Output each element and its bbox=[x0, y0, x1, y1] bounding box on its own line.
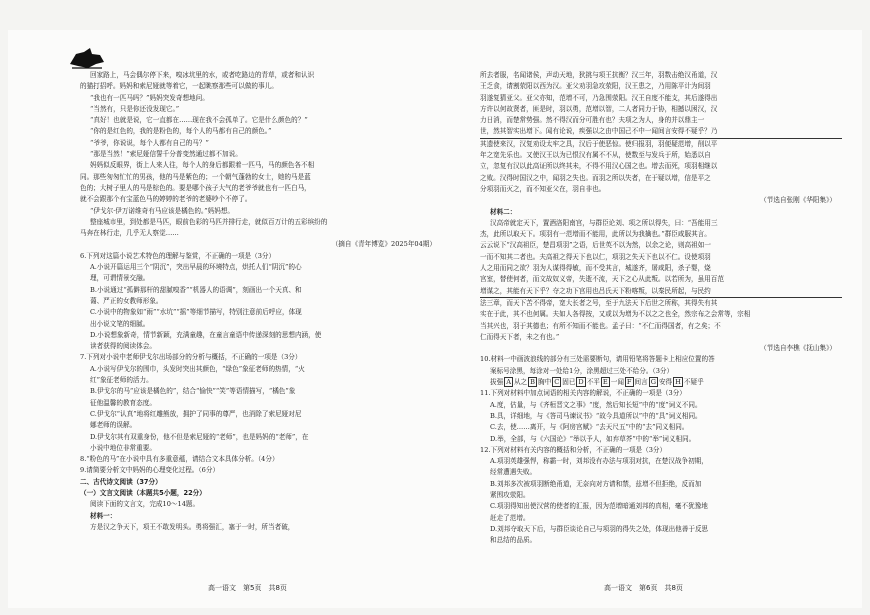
right-text-line: 云云说下“汉高祖臣，楚昌项羽”之语，后世英不以为然，以余之论，则高祖如一 bbox=[480, 241, 711, 250]
right-text-line: 王乏食，请割荥阳以西为汉。亚父劝羽急攻荥阳，汉王患之，乃用陈平计为间羽 bbox=[480, 82, 711, 91]
answer-box-c[interactable]: C bbox=[554, 378, 560, 387]
left-text-line: “你的是红色的，我的是粉色的，每个人的马都有自己的颜色。” bbox=[90, 127, 272, 136]
left-text-line: 回家路上，马会偶尔停下来，嗅冰坑里的水，或者吃路边的青草，或者和认识 bbox=[90, 71, 315, 79]
left-text-line: 材料一： bbox=[90, 511, 117, 520]
answer-box-d[interactable]: D bbox=[578, 378, 584, 387]
right-text-line: B.刘邦多次被项羽断绝甬道，无奈向对方请和禁，兹增不但拒绝，反而加 bbox=[490, 479, 702, 488]
publisher-logo-icon bbox=[66, 46, 108, 72]
right-text-line: 羽遂复猜亚父。亚父亦知，范增不可，乃急围荥阳。汉王自度不能支，其后遂得出 bbox=[480, 93, 718, 102]
left-text-line: 二、古代诗文阅读（37分） bbox=[80, 477, 162, 486]
right-text-line: 之败。汉得时国汉之中，闻羽之失也。而羽之所以失者，在于疑以增，信是平之 bbox=[480, 173, 711, 182]
right-text-line: C.项羽得知出使汉营的使者的汇报，因为范增暗通刘邦的真相，毫不犹豫地 bbox=[490, 502, 708, 511]
right-text-line: 方许以何故贤者，匪是时，羽以勇，范增以智，二人者同力于协，相撼以困汉，汉 bbox=[480, 104, 718, 113]
left-text-line: 整座城市里，到处都是马匹，眼前色彩的马匹并排行走，就似百万计的五彩缤纷的 bbox=[90, 217, 328, 226]
right-text-line: D.举，全部，与《六国论》“举以予人，如弃草芥”中的“举”词义相同。 bbox=[490, 434, 696, 443]
right-text-line: 杰，此所以取天下。项羽有一范增而不能用，此所以为我擒也。”群臣咸服其言。 bbox=[480, 230, 711, 239]
right-text-line: 12.下列对材料有关内容的概括和分析，不正确的一项是（3分） bbox=[480, 445, 667, 454]
right-text-line: 世，然其智实出增下。闻有论说，疾强以之由中国己不中一闻间言安得不疑乎？乃 bbox=[480, 126, 842, 138]
answer-segment-text: 安得 bbox=[658, 378, 673, 387]
left-page-column bbox=[80, 70, 442, 588]
right-text-line: 立，忽复有汉以此高证所以终其未，不得不用汉心国之也。增去而死，项羽相继以 bbox=[480, 162, 718, 171]
right-text-line: 10.材料一中画波浪线的部分有三处需要断句，请用铅笔将答题卡上相应位置的答 bbox=[480, 355, 715, 364]
right-text-line: 人之用而同之欲？羽为人谋得得敏，而不受其言，城遂齐，屠咸阳，杀子婴，烧 bbox=[480, 264, 711, 273]
left-text-line: 征他温馨的教育态度。 bbox=[90, 398, 156, 407]
answer-segment-text: 不平 bbox=[586, 378, 600, 387]
left-text-line: 色的；大树子里人的马是棕色的。要是哪个孩子大气的老爷爷就也有一匹白马， bbox=[80, 183, 311, 192]
answer-segment-text: 一闻 bbox=[610, 378, 624, 387]
right-page-column bbox=[480, 70, 842, 588]
right-text-line: 年之宽先乐也。又使汉王以为已恨汉有属不不从，使数至与发兵于所，始悉以自 bbox=[480, 151, 711, 160]
answer-box-e[interactable]: E bbox=[602, 378, 608, 387]
right-text-line bbox=[480, 377, 842, 388]
right-text-line: B.具，详细地，与《答司马谏议书》“故今具道所以”中的“具”词义相同。 bbox=[490, 411, 702, 420]
answer-segment-text: 胸中 bbox=[538, 378, 552, 387]
right-text-line: A.度，估量，与《齐桓晋文之事》“度，然后知长短”中的“度”词义不同。 bbox=[490, 400, 702, 409]
right-text-line: （节选自张刚《华阳集》） bbox=[760, 196, 836, 205]
left-text-line: 7.下列对小说中老师伊戈尔出场部分的分析与概括，不正确的一项是（3分） bbox=[80, 353, 302, 362]
right-text-line: 一而不知其二者也。夫高祖之得天下也以仁，项羽之失天下也以不仁。设使项羽 bbox=[480, 252, 711, 261]
answer-segment-text: 间言 bbox=[634, 378, 648, 387]
left-text-line: 蔼、严正的女教师形象。 bbox=[90, 296, 163, 305]
left-text-line: 出小说文笔的细腻。 bbox=[90, 319, 150, 328]
right-text-line: 经常遭遇失败。 bbox=[490, 468, 537, 477]
left-text-line: 娜老师的误解。 bbox=[90, 421, 137, 430]
right-text-line: 赶走了范增。 bbox=[490, 513, 530, 522]
right-page-footer: 高一语文 第6页 共8页 bbox=[604, 584, 683, 592]
left-text-line: B.伊戈尔的马“应该是橘色的”，结合“愉快”“笑”等语情描写，“橘色”象 bbox=[90, 387, 296, 396]
left-text-line: C.伊戈尔“认真”地将红雕熊放，拥护了同事的尊严，也消除了索尼娅对尼 bbox=[90, 409, 302, 418]
right-text-line: 分项羽而灭之，而不知亚父在，羽自非也。 bbox=[480, 184, 606, 193]
left-text-line: 同。那些匆匆忙忙的男孩，他的马是紫色的；一个朝气蓬勃的女士，她的马是蓝 bbox=[80, 172, 311, 181]
right-text-line: C.去，使……离开，与《阿房宫赋》“去天尺五”中的“去”同义相同。 bbox=[490, 423, 689, 432]
left-text-line: 小说中地位非常重要。 bbox=[90, 443, 156, 452]
left-text-line: 的猫打招呼。妈妈和索尼娅就等着它，一起眺察那些可以做的事儿。 bbox=[80, 82, 278, 91]
right-text-line: 仁而得天下者，未之有也。” bbox=[480, 332, 560, 341]
answer-box-a[interactable]: A bbox=[506, 378, 511, 387]
left-text-line: 就不会跟那个有宝蓝色马的婷婷的老爷的老婆吵个不停了。 bbox=[80, 195, 252, 204]
right-text-line: 实在于此，其不也何属。夫如人各得按，又或以为增为不以之之也全，然宗布之会常等，宗相 bbox=[480, 310, 751, 319]
left-text-line: 9.请简要分析文中妈妈的心理变化过程。（6分） bbox=[80, 466, 220, 475]
left-text-line: “爷爷，你说说，每个人都有自己的马？” bbox=[90, 138, 209, 147]
answer-box-b[interactable]: B bbox=[530, 378, 535, 387]
left-text-line: 6.下列对这篇小说艺术特色的理解与鉴赏，不正确的一项是（3分） bbox=[80, 251, 276, 260]
left-text-line: 马奔在林行走，几乎无人察觉…… bbox=[80, 229, 179, 238]
right-text-line: 法三章，而天下苦不得帝，宽大长者之号，至于九法天下后世之所称，其得失有其 bbox=[480, 298, 718, 307]
right-text-line: D.刘邦夺取天下后，与群臣谈论自己与项羽的得失之处，体现出他善于反思 bbox=[490, 524, 709, 533]
right-text-line: 11.下列对材料中加点词语的相关内容的解说，不正确的一项是（3分） bbox=[480, 389, 686, 398]
right-text-line: 当其兴也，羽于其德也；有所不知而不能也。孟子曰：“不仁而得国者，有之矣；不 bbox=[480, 321, 721, 330]
left-text-line: A.小说开篇运用三个“阴沉”，突出早晨的环境特点，烘托人们“阴沉”的心 bbox=[90, 263, 302, 272]
answer-box-h[interactable]: H bbox=[675, 378, 681, 387]
answer-box-f[interactable]: F bbox=[626, 378, 632, 387]
left-text-line: 方是汉之争天下，项王不敢发明头。勇将强汇，塞于一时，所当者破， bbox=[90, 522, 295, 531]
answer-box-g[interactable]: G bbox=[650, 378, 656, 387]
answer-segment-text: 固已 bbox=[562, 378, 576, 387]
left-text-line: C.小说中的物象如“雨”“水坑”“摇”等细节描写，特别注意前后呼应，体现 bbox=[90, 308, 302, 317]
left-text-line: A.小说写伊戈尔的围巾，头发时突出其颜色，“绿色”象征老师的热情，“火 bbox=[90, 364, 305, 373]
right-text-line: （节选自李樵《抚山集》） bbox=[760, 344, 836, 353]
answer-lead-text: 拔强 bbox=[490, 378, 504, 387]
left-text-line: （摘自《青年博览》2025年04期） bbox=[331, 240, 436, 249]
left-text-line: 8.“粉色的马”在小说中具有多重意蕴，请结合文本具体分析。（4分） bbox=[80, 455, 279, 464]
left-text-line: D.伊戈尔其有双重身份，他不但是索尼娅的“老师”，也是妈妈的“老师”，在 bbox=[90, 432, 309, 441]
right-text-line: 宫室，替使何者，而文故奴义帝，失逝不流，天下之心从此叛。以若所为，虽用百范 bbox=[480, 275, 724, 284]
right-text-line: 案标号涂黑，每涂对一处给1分，涂黑超过三处不给分。（3分） bbox=[490, 366, 674, 375]
left-text-line: “那是当然！”索尼娅信誓千分普变然通过都不加说。 bbox=[90, 150, 242, 159]
answer-segment-text: 从之 bbox=[513, 378, 528, 387]
right-text-line: 和总结的品质。 bbox=[490, 536, 537, 545]
left-text-line: 阅读下面的文言文，完成10～14题。 bbox=[90, 500, 200, 509]
right-text-line: 材料二： bbox=[490, 207, 517, 216]
left-text-line: “当然有，只是你还没发现它。” bbox=[90, 104, 180, 113]
right-text-line: 汉高帝就定天下，置酒洛阳南宫，与群臣论刘、项之所以得失，曰：“吾能用三 bbox=[490, 218, 718, 227]
right-text-line: 所去者服，名闻诸侯，声动天地，狄挑与项王抗衡？汉三年，羽数击绝汉甬道，汉 bbox=[480, 71, 718, 79]
right-text-line: A.项羽英雄强悍，称霸一时，刘邦没有办法与项羽对抗，在楚汉战争初期， bbox=[490, 457, 708, 466]
left-text-line: “我也有一匹马吗？”妈妈突发奇想地问。 bbox=[90, 93, 209, 102]
left-text-line: D.小说想象新奇，情节新颖，充满童趣，在童言童语中传递深刻的思想内涵，使 bbox=[90, 330, 322, 339]
answer-segment-text: 不疑乎 bbox=[683, 378, 704, 387]
left-text-line: （一）文言文阅读（本题共5小题，22分） bbox=[80, 488, 206, 497]
left-text-line: “伊戈尔·伊万诺维奇有马应该是橘色的。”妈妈想。 bbox=[90, 206, 235, 215]
left-text-line: B.小说通过“孤僻那杆的甜腻嗅香”“机器人的语调”，刻画出一个天真、和 bbox=[90, 285, 302, 294]
right-text-line: 其遗使来汉，汉复劝设太牢之具，汉后于使恶惊。使归报羽，羽便疑范增，削以平 bbox=[480, 139, 718, 148]
left-text-line: 妈妈似反眼界，街上人来人往，每个人的身后都跟着一匹马，马的颜色各不相 bbox=[90, 161, 315, 170]
left-page-footer: 高一语文 第5页 共8页 bbox=[208, 584, 287, 592]
left-text-line: 读者获得的阅读体会。 bbox=[90, 342, 156, 351]
right-text-line: 力日消，而楚常势强。然不得汉而分可胜有也？夫项之为人，身的并以鼎主一 bbox=[480, 116, 705, 125]
right-text-line: 紧围攻荥阳。 bbox=[490, 490, 530, 499]
left-text-line: 红”象征老师的活力。 bbox=[90, 376, 153, 385]
left-text-line: 理，可谓情景交融。 bbox=[90, 274, 150, 283]
right-text-line: 增谋之，其能有天下乎？夺之功下宫用也吕氏天下粉喀叛，以秦民所起，与民约 bbox=[480, 286, 842, 298]
left-text-line: “真好！也就是说，它一直都在……现在我不会孤单了。它是什么颜色的？” bbox=[90, 116, 308, 125]
